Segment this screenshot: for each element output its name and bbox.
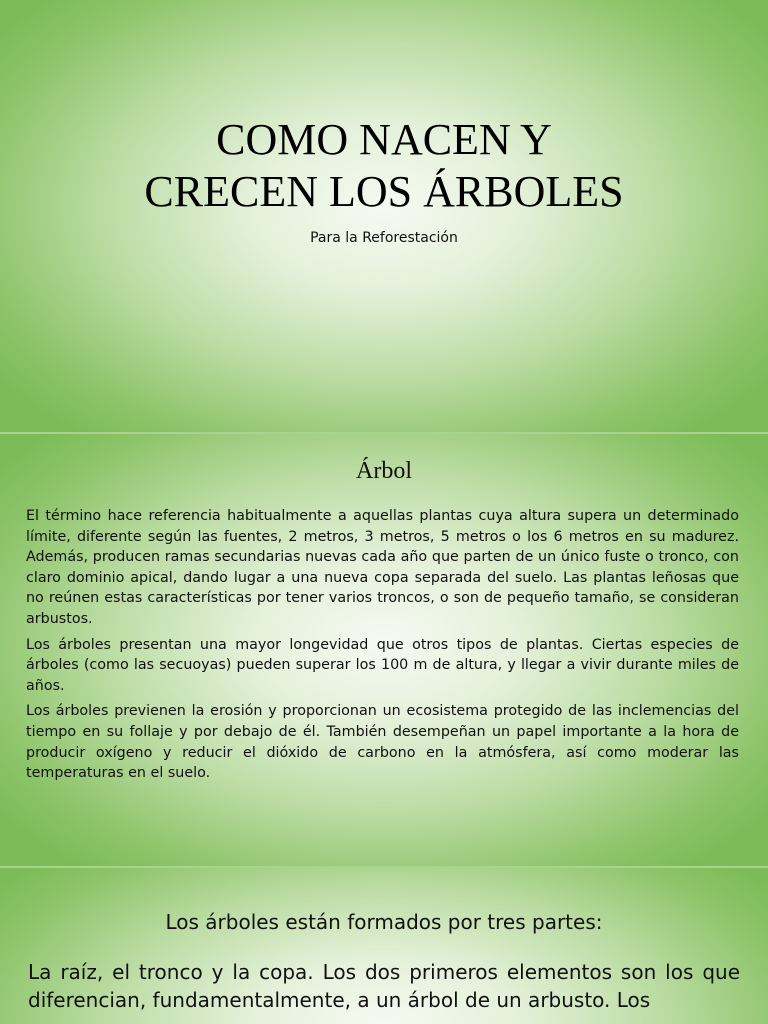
- arbol-slide: [0, 434, 768, 866]
- slide-body: La raíz, el tronco y la copa. Los dos primeros elementos son los que diferencian, fundamentalmente, a un árbol de un arbusto. Los: [28, 960, 740, 1012]
- slide-heading: Los árboles están formados por tres partes:: [165, 910, 603, 934]
- title-slide: [0, 0, 768, 432]
- slide-body: [26, 506, 739, 789]
- parts-slide: [0, 868, 768, 1024]
- paragraph: El término hace referencia habitualmente a aquellas plantas cuya altura supera un determinado límite, diferente según las fuentes, 2 metros, 3 metros, 5 metros o los 6 metros en su madurez. Además, producen ramas secundarias nuevas cada año que parten de un único fuste o tronco, con claro dominio apical, dando lugar a una nueva copa separada del suelo. Las plantas leñosas que no reúnen estas características por tener varios troncos, o son de pequeño tamaño, se consideran arbustos.: [26, 508, 739, 627]
- paragraph: Los árboles presentan una mayor longevidad que otros tipos de plantas. Ciertas especies de árboles (como las secuoyas) pueden superar los 100 m de altura, y llegar a vivir durante miles de años.: [26, 636, 739, 694]
- paragraph: Los árboles previenen la erosión y proporcionan un ecosistema protegido de las inclemencias del tiempo en su follaje y por debajo de él. También desempeñan un papel importante a la hora de producir oxígeno y reducir el dióxido de carbono en la atmósfera, así como moderar las temperaturas en el suelo.: [26, 703, 739, 782]
- slide-title: [0, 114, 768, 218]
- slide-subtitle: Para la Reforestación: [310, 230, 458, 246]
- slide-title-line-1: COMO NACEN Y: [216, 115, 552, 164]
- slide-title-line-2: CRECEN LOS ÁRBOLES: [144, 167, 624, 216]
- slide-heading: Árbol: [356, 458, 412, 484]
